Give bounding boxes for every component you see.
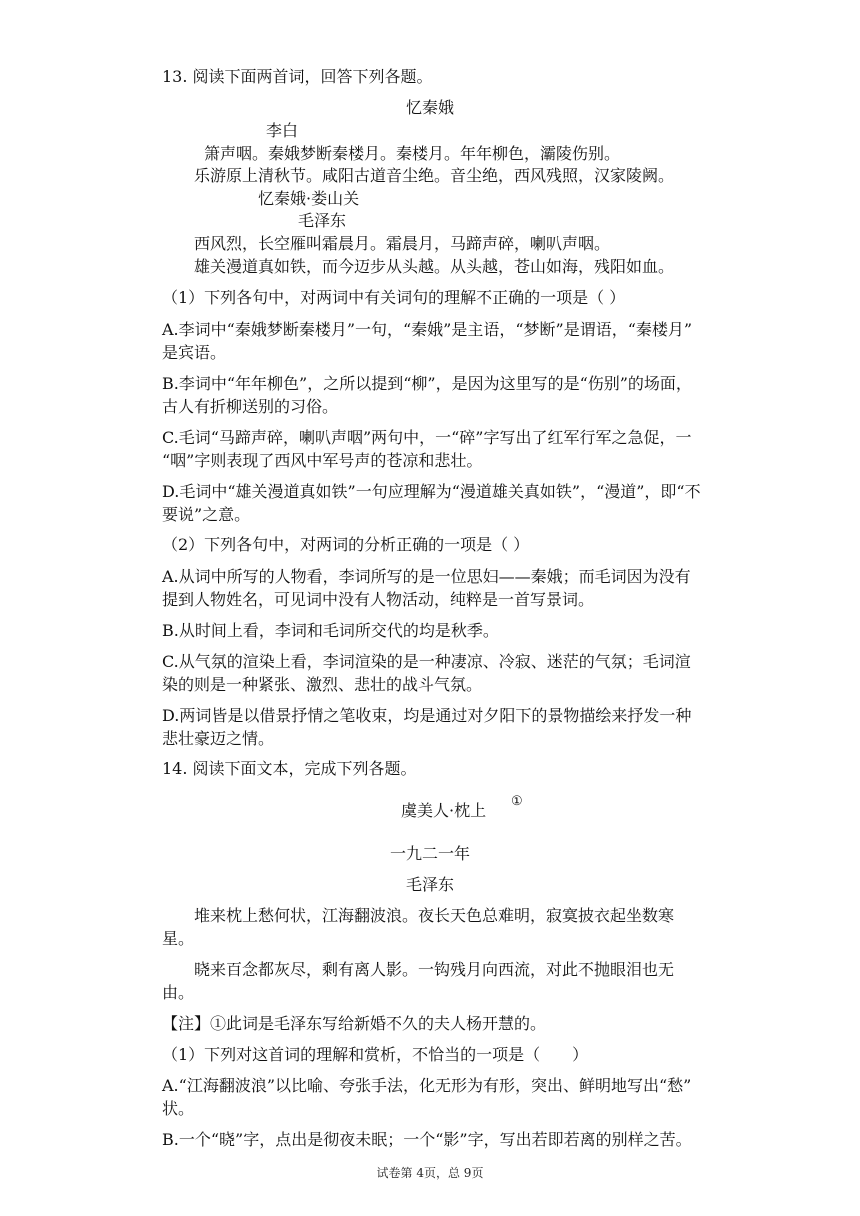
q13-sub2-option-c-line2: 染的则是一种紧张、激烈、悲壮的战斗气氛。 [162,675,483,694]
poem3-author: 毛泽东 [405,875,454,894]
poem2-line-2: 雄关漫道真如铁，而今迈步从头越。从头越，苍山如海，残阳如血。 [194,257,675,276]
question-13-title: 13. 阅读下面两首词，回答下列各题。 [162,67,433,86]
q13-sub2-option-c-line1: C.从气氛的渲染上看，李词渲染的是一种凄凉、冷寂、迷茫的气氛；毛词渲 [162,652,691,671]
poem3-para2-line2: 由。 [162,983,195,1002]
q13-sub2-option-d-line2: 悲壮豪迈之情。 [162,729,275,748]
q13-sub1-option-c-line2: “咽”字则表现了西风中军号声的苍凉和悲壮。 [162,451,483,470]
q13-sub1-option-a-line2: 是宾语。 [162,343,227,362]
poem2-author: 毛泽东 [298,211,347,230]
poem3-para1-line2: 星。 [162,929,195,948]
q14-sub1-stem: （1）下列对这首词的理解和赏析，不恰当的一项是（ ） [162,1045,589,1064]
q13-sub2-stem: （2）下列各句中，对两词的分析正确的一项是（ ） [162,535,530,554]
poem2-title: 忆秦娥·娄山关 [258,189,360,208]
q13-sub1-option-c-line1: C.毛词“马蹄声碎，喇叭声咽”两句中，一“碎”字写出了红军行军之急促，一 [162,428,692,447]
poem1-title: 忆秦娥 [405,98,454,117]
poem3-note: 【注】①此词是毛泽东写给新婚不久的夫人杨开慧的。 [162,1014,547,1033]
q13-sub2-option-a-line1: A.从词中所写的人物看，李词所写的是一位思妇——秦娥；而毛词因为没有 [162,567,691,586]
page-footer: 试卷第 4页，总 9页 [376,1166,484,1180]
poem2-line-1: 西风烈，长空雁叫霜晨月。霜晨月，马蹄声碎，喇叭声咽。 [194,234,611,253]
q14-sub1-option-b: B.一个“晓”字，点出是彻夜未眠；一个“影”字，写出若即若离的别样之苦。 [162,1130,692,1149]
q13-sub1-option-b-line1: B.李词中“年年柳色”，之所以提到“柳”，是因为这里写的是“伤别”的场面， [162,374,692,393]
footnote-marker: ① [511,794,523,809]
poem3-para1-line1: 堆来枕上愁何状，江海翻波浪。夜长天色总难明，寂寞披衣起坐数寒 [194,906,675,925]
q13-sub2-option-d-line1: D.两词皆是以借景抒情之笔收束，均是通过对夕阳下的景物描绘来抒发一种 [162,706,692,725]
q13-sub1-option-a-line1: A.李词中“秦娥梦断秦楼月”一句，“秦娥”是主语，“梦断”是谓语，“秦楼月” [162,320,693,339]
q14-sub1-option-a-line1: A.“江海翻波浪”以比喻、夸张手法，化无形为有形，突出、鲜明地写出“愁” [162,1076,692,1095]
q13-sub1-option-d-line2: 要说”之意。 [162,505,251,524]
poem1-line-2: 乐游原上清秋节。咸阳古道音尘绝。音尘绝，西风残照，汉家陵阙。 [194,166,675,185]
poem3-year: 一九二一年 [389,844,470,863]
q13-sub2-option-a-line2: 提到人物姓名，可见词中没有人物活动，纯粹是一首写景词。 [162,590,595,609]
q13-sub1-option-d-line1: D.毛词中“雄关漫道真如铁”一句应理解为“漫道雄关真如铁”，“漫道”，即“不 [162,482,701,501]
q13-sub1-option-b-line2: 古人有折柳送别的习俗。 [162,397,339,416]
q14-sub1-option-a-line2: 状。 [162,1099,195,1118]
q13-sub2-option-b: B.从时间上看，李词和毛词所交代的均是秋季。 [162,621,499,640]
poem3-title: 虞美人·枕上 [401,801,487,820]
poem1-line-1: 箫声咽。秦娥梦断秦楼月。秦楼月。年年柳色，灞陵伤别。 [204,144,621,163]
poem3-para2-line1: 晓来百念都灰尽，剩有离人影。一钩残月向西流，对此不抛眼泪也无 [194,960,675,979]
question-14-title: 14. 阅读下面文本，完成下列各题。 [162,759,417,778]
poem1-author: 李白 [266,121,299,140]
q13-sub1-stem: （1）下列各句中，对两词中有关词句的理解不正确的一项是（ ） [162,288,626,307]
